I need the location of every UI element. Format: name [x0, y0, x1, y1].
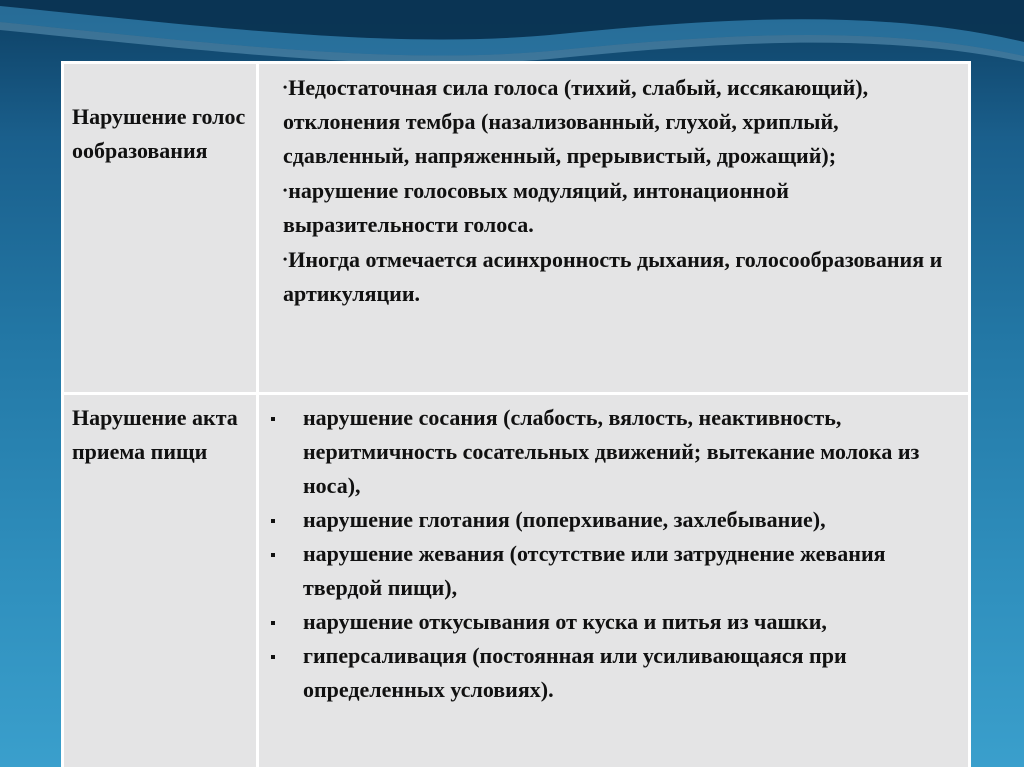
row-content-cell [258, 394, 970, 767]
row-label-cell [63, 63, 258, 394]
bullet-square-icon [271, 553, 275, 557]
list-item [283, 70, 958, 173]
list-item [271, 401, 958, 503]
table-row-voice [63, 63, 970, 394]
list-item-text: нарушение голосовых модуляций, интонационной выразительности голоса. [283, 178, 789, 237]
row-content-cell [258, 63, 970, 394]
bullet-list [271, 401, 958, 707]
list-item [271, 605, 958, 639]
list-item-text: Иногда отмечается асинхронность дыхания, голосообразования и артикуляции. [283, 247, 943, 306]
list-item [283, 242, 958, 311]
list-item [283, 173, 958, 242]
bullet-square-icon [271, 621, 275, 625]
bullet-dot-icon: • [283, 252, 288, 266]
list-item-text: гиперсаливация (постоянная или усиливающаяся при определенных условиях). [303, 643, 847, 702]
list-item-text: нарушение откусывания от куска и питья из чашки, [303, 609, 827, 634]
list-item-text: Недостаточная сила голоса (тихий, слабый, иссякающий), отклонения тембра (назализованный, глухой, хриплый, сдавленный, напряженный, прерывистый, дрожащий); [283, 75, 869, 168]
list-item [271, 503, 958, 537]
row-label: Нарушение голосообразования [72, 104, 246, 163]
row-label-cell [63, 394, 258, 767]
content-table [61, 61, 971, 767]
list-item-text: нарушение жевания (отсутствие или затруднение жевания твердой пищи), [303, 541, 886, 600]
bullet-square-icon [271, 655, 275, 659]
table-row-feeding [63, 394, 970, 767]
list-item [271, 639, 958, 707]
bullet-square-icon [271, 519, 275, 523]
bullet-dot-icon: • [283, 80, 288, 94]
list-item-text: нарушение сосания (слабость, вялость, неактивность, неритмичность сосательных движений; вытекание молока из носа), [303, 405, 920, 498]
row-label: Нарушение акта приема пищи [72, 405, 238, 464]
list-item-text: нарушение глотания (поперхивание, захлебывание), [303, 507, 826, 532]
list-item [271, 537, 958, 605]
bullet-square-icon [271, 417, 275, 421]
bullet-dot-icon: • [283, 183, 288, 197]
